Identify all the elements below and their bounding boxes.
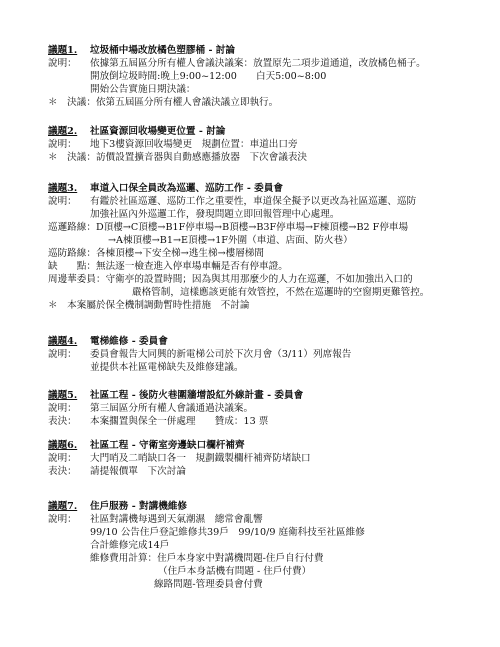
item-3-drawback: 缺 點： 無法逐一檢查進入停車場車輛是否有停車證。	[48, 261, 288, 272]
item-7-description: 說明： 社區對講機每遇到天氣潮濕 總常會亂響	[48, 514, 263, 525]
item-7-completed: 合計維修完成14戶	[90, 540, 170, 551]
item-3-description-cont: 加強社區內外巡邏工作，發現問題立即回報管理中心處理。	[90, 209, 340, 220]
agenda-item-7	[48, 500, 478, 591]
item-5-number: 議題5.	[48, 390, 78, 401]
item-3-committee-note-cont: 嚴格管制，這樣應該更能有效管控，不然在巡邏時的空窗期更難管控。	[132, 287, 430, 298]
item-7-fee-rule: 維修費用計算：住戶本身家中對講機問題-住戶自行付費	[90, 553, 324, 564]
item-4-title: 電梯維修 - 委員會	[90, 336, 168, 347]
item-1-pickup-times: 開放倒垃圾時間:晚上9:00~12:00 白天5:00~8:00	[90, 71, 327, 82]
item-1-resolution: ＊ 決議： 依第五屆區分所有權人會議決議立即執行。	[48, 97, 279, 108]
item-3-number: 議題3.	[48, 183, 78, 194]
item-3-description: 說明： 有鑑於社區巡邏、巡防工作之重要性，車道保全擬予以更改為社區巡邏、巡防	[48, 196, 417, 207]
agenda-item-6	[48, 439, 478, 478]
item-4-number: 議題4.	[48, 336, 78, 347]
item-3-remark: ＊ 本案屬於保全機制調動暫時性措施 不討論	[48, 300, 250, 311]
item-4-heading	[48, 335, 478, 348]
item-6-heading	[48, 439, 478, 452]
item-1-description: 說明： 依據第五屆區分所有權人會議決議案：放置原先二項步道通道，改放橘色桶子。	[48, 58, 426, 69]
item-3-patrol-route-cont: →A棟頂樓→B1→E頂樓→1F外圍（車道、店面、防火巷）	[108, 235, 353, 246]
item-4-description-cont: 並提供本社區電梯缺失及維修建議。	[90, 362, 244, 373]
item-7-number: 議題7.	[48, 501, 78, 512]
item-5-vote: 表決： 本案擱置與保全一併處理 贊成：13 票	[48, 416, 269, 427]
agenda-item-2	[48, 125, 478, 164]
item-2-heading	[48, 125, 478, 138]
item-5-title: 社區工程 - 後防火巷圍牆增設紅外線計畫 - 委員會	[90, 390, 304, 401]
item-5-description: 說明： 第三屆區分所有權人會議通過決議案。	[48, 403, 254, 414]
item-6-number: 議題6.	[48, 440, 78, 451]
item-6-description: 說明： 大門哨及二哨缺口各一 規劃鐵製欄杆補齊防堵缺口	[48, 453, 311, 464]
item-6-title: 社區工程 - 守衛室旁邊缺口欄杆補齊	[90, 440, 245, 451]
item-1-heading	[48, 44, 478, 57]
item-7-heading	[48, 500, 478, 513]
item-7-fee-rule-phone: （住戶本身話機有問題 - 住戶付費）	[158, 566, 312, 577]
item-1-title: 垃圾桶中場改放橘色塑膠桶 - 討論	[90, 45, 235, 56]
item-6-vote: 表決： 請提報價單 下次討論	[48, 466, 186, 477]
agenda-item-5	[48, 389, 478, 428]
item-7-fee-rule-wiring: 線路問題-管理委員會付費	[154, 579, 263, 590]
item-3-patrol-route: 巡邏路線： D頂樓→C頂樓→B1F停車場→B頂樓→B3F停車場→F棟頂樓→B2 F停車場	[48, 222, 409, 233]
item-5-heading	[48, 389, 478, 402]
item-2-title: 社區資源回收場變更位置 - 討論	[90, 126, 226, 137]
item-3-committee-note: 周邊華委員： 守衛亭的設置時間；因為與其用那麼少的人力在巡邏，不如加強出入口的	[48, 274, 413, 285]
item-3-patrol-points: 巡防路線： 各棟頂樓→下安全梯→逃生梯→樓層梯間	[48, 248, 264, 259]
item-7-title: 住戶服務 - 對講機維修	[90, 501, 188, 512]
item-2-description: 說明： 地下3樓資源回收場變更 規劃位置：車道出口旁	[48, 139, 298, 150]
item-7-registration: 99/10 公告住戶登記維修共39戶 99/10/9 庭衛科技至社區維修	[90, 527, 365, 538]
item-1-number: 議題1.	[48, 45, 78, 56]
agenda-item-4	[48, 335, 478, 374]
item-2-number: 議題2.	[48, 126, 78, 137]
item-4-description: 說明： 委員會報告大同興的新電梯公司於下次月會（3/11）列席報告	[48, 349, 352, 360]
agenda-item-1	[48, 44, 478, 109]
item-1-start-date: 開始公告實施日期決議：	[90, 84, 196, 95]
item-2-resolution: ＊ 決議： 訪價設置擴音器與自動感應播放器 下次會議表決	[48, 152, 308, 163]
agenda-item-3	[48, 182, 478, 312]
item-3-heading	[48, 182, 478, 195]
item-3-title: 車道入口保全員改為巡邏、巡防工作 - 委員會	[90, 183, 283, 194]
